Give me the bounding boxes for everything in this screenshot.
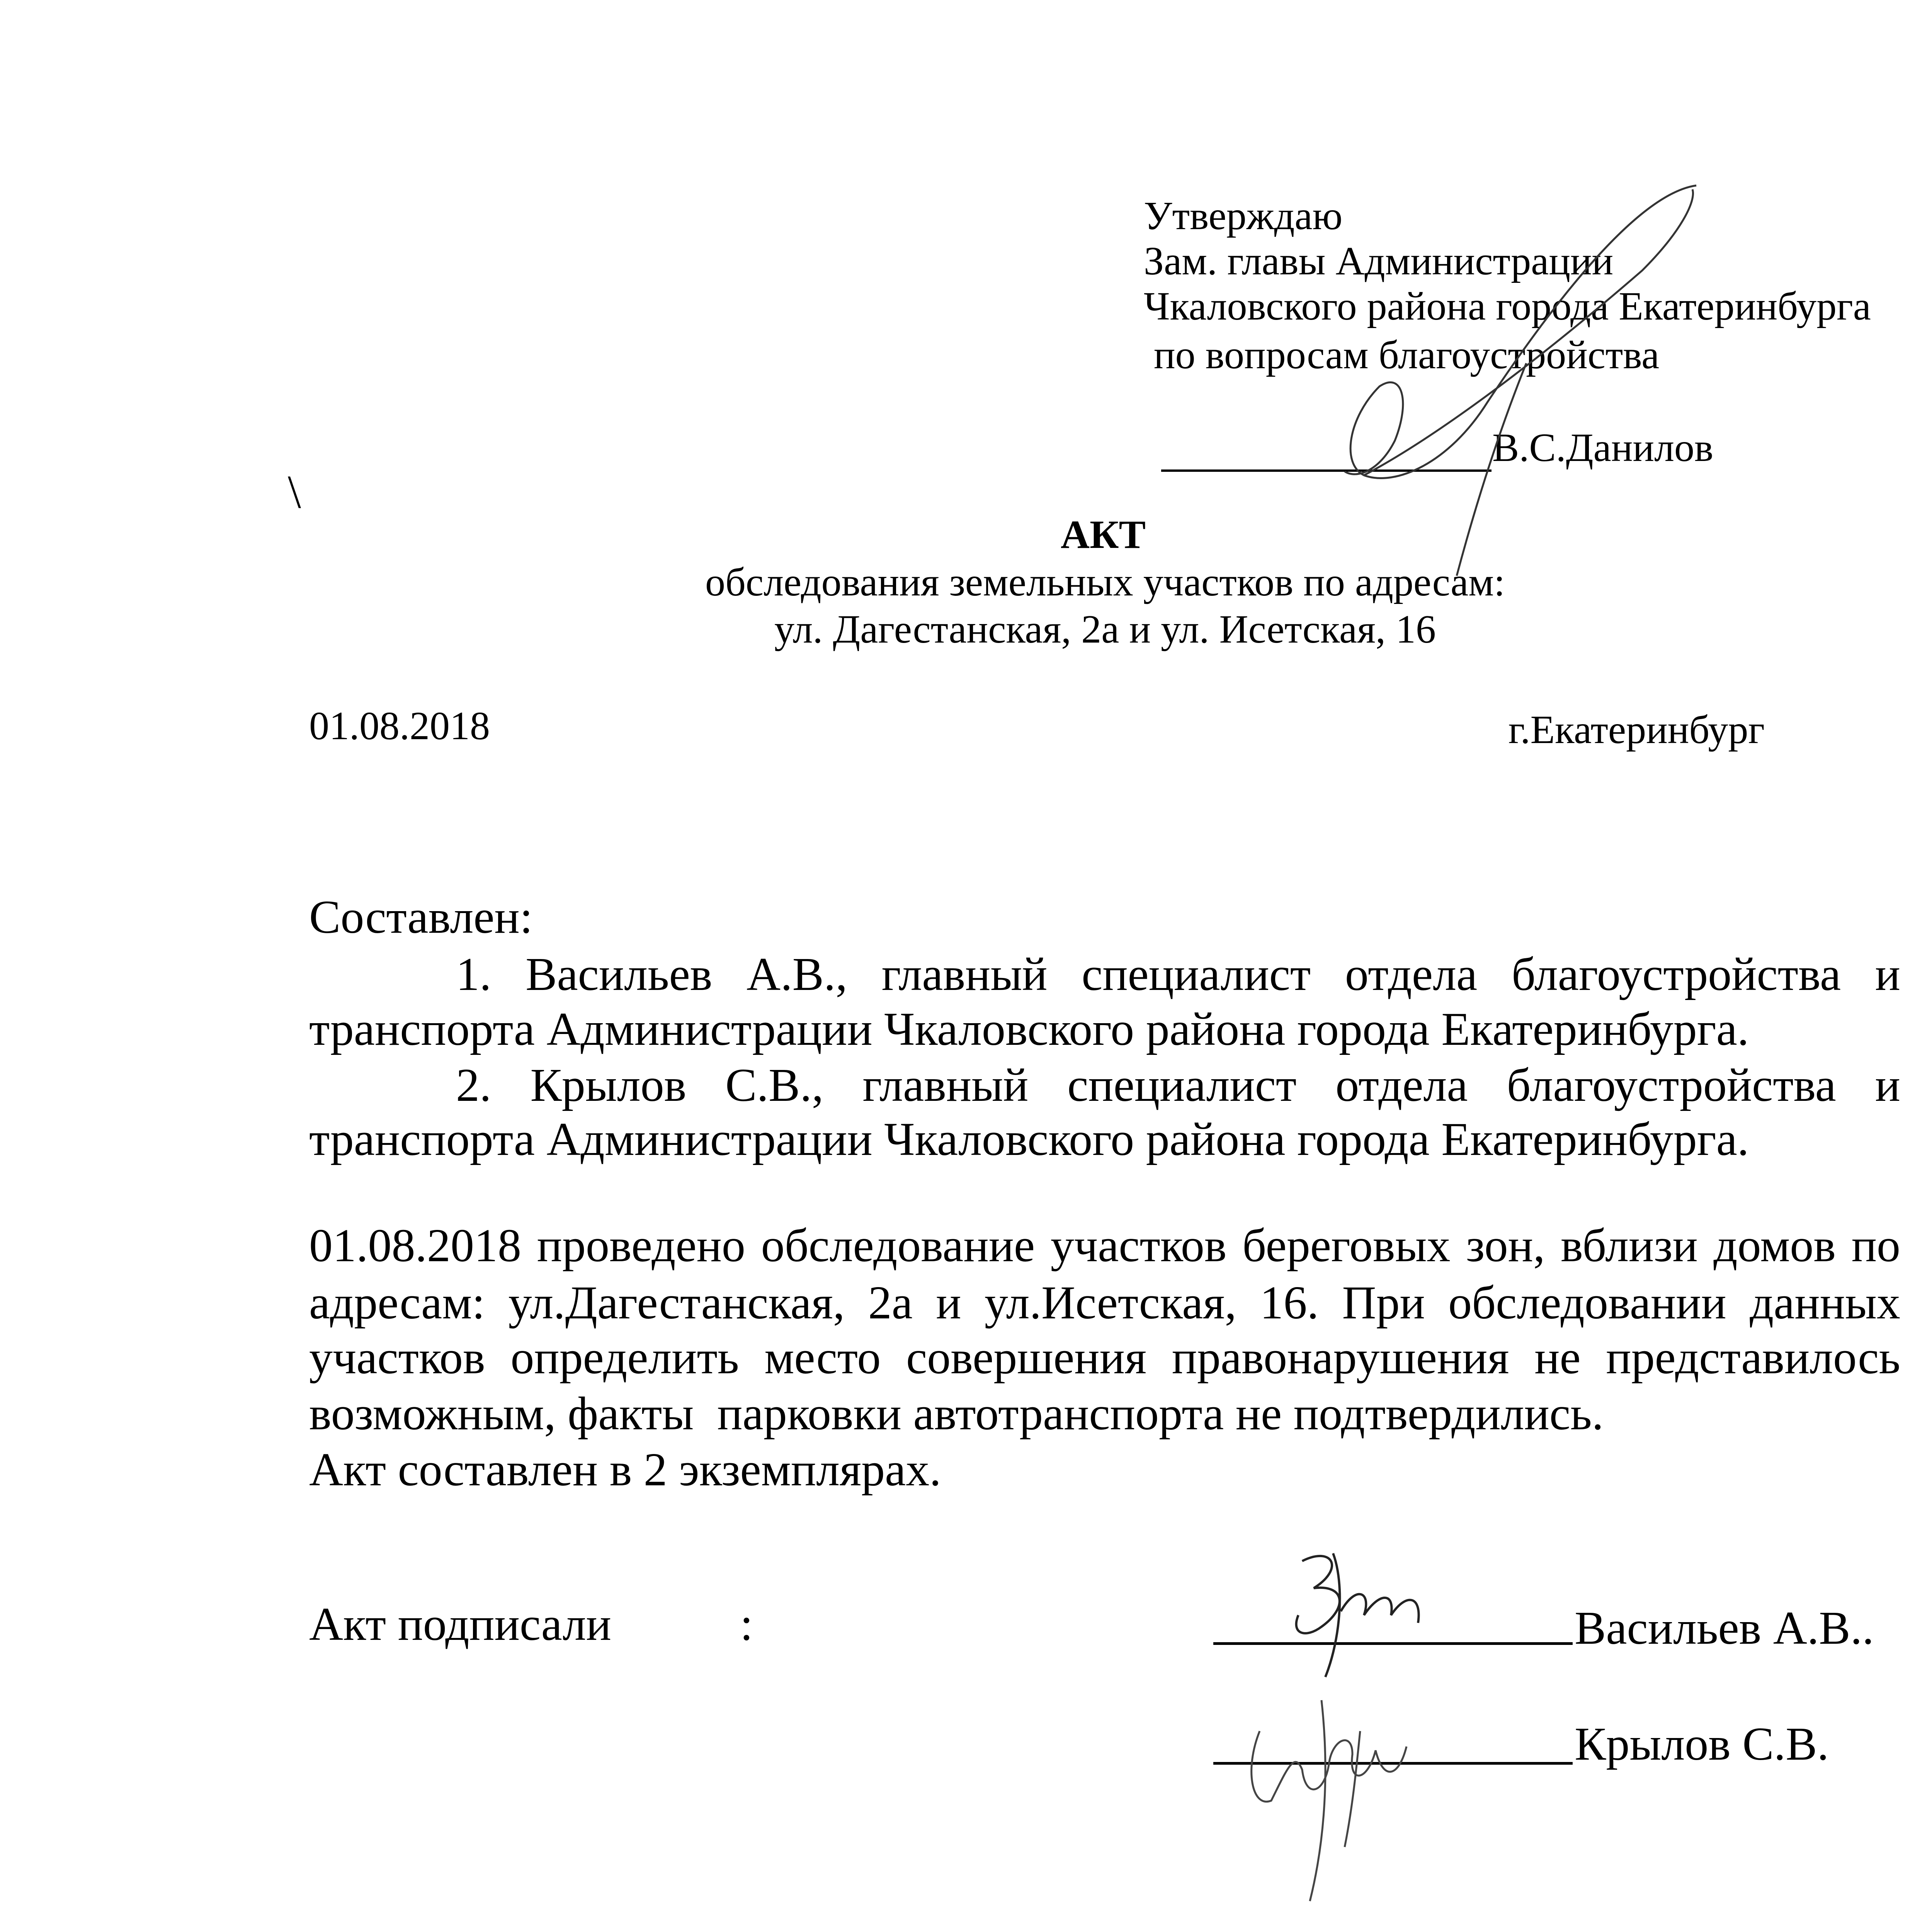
findings-line-3: участков определить место совершения правонарушения не представилось [309,1332,1900,1384]
act-subtitle-line-2: ул. Дагестанская, 2а и ул. Исетская, 16 [774,607,1436,651]
signature-image-2 [1229,1654,1461,1905]
findings-line-2: адресам: ул.Дагестанская, 2а и ул.Исетская, 16. При обследовании данных [309,1277,1900,1329]
approval-line-1: Утверждаю [1144,194,1343,238]
findings-copies: Акт составлен в 2 экземплярах. [309,1444,941,1496]
findings-line-1: 01.08.2018 проведено обследование участков береговых зон, вблизи домов по [309,1219,1900,1272]
composed-item-1-line-1: 1. Васильев А.В., главный специалист отдела благоустройства и [456,948,1900,1000]
approval-signer-name: В.С.Данилов [1492,425,1714,470]
composed-item-1-line-2: транспорта Администрации Чкаловского района города Екатеринбурга. [309,1003,1749,1055]
signer-name-2: Крылов С.В. [1575,1718,1829,1770]
act-subtitle-line-1: обследования земельных участков по адресам: [705,560,1505,604]
findings-line-4: возможным, факты парковки автотранспорта не подтвердились. [309,1388,1604,1440]
approval-line-2: Зам. главы Администрации [1144,239,1614,283]
act-city: г.Екатеринбург [1508,707,1765,752]
signer-name-1: Васильев А.В.. [1575,1602,1874,1654]
composed-item-2-line-2: транспорта Администрации Чкаловского района города Екатеринбурга. [309,1113,1749,1165]
approval-line-3: Чкаловского района города Екатеринбурга [1144,284,1871,328]
act-heading: АКТ [1061,512,1146,557]
approval-line-4: по вопросам благоустройства [1144,333,1660,377]
act-date: 01.08.2018 [309,704,490,748]
composed-item-2-line-1: 2. Крылов С.В., главный специалист отдела благоустройства и [456,1059,1900,1111]
composed-label: Составлен: [309,891,533,943]
signatures-colon: : [740,1598,753,1650]
signatures-label: Акт подписали [309,1598,612,1650]
stray-mark: \ [288,466,301,518]
